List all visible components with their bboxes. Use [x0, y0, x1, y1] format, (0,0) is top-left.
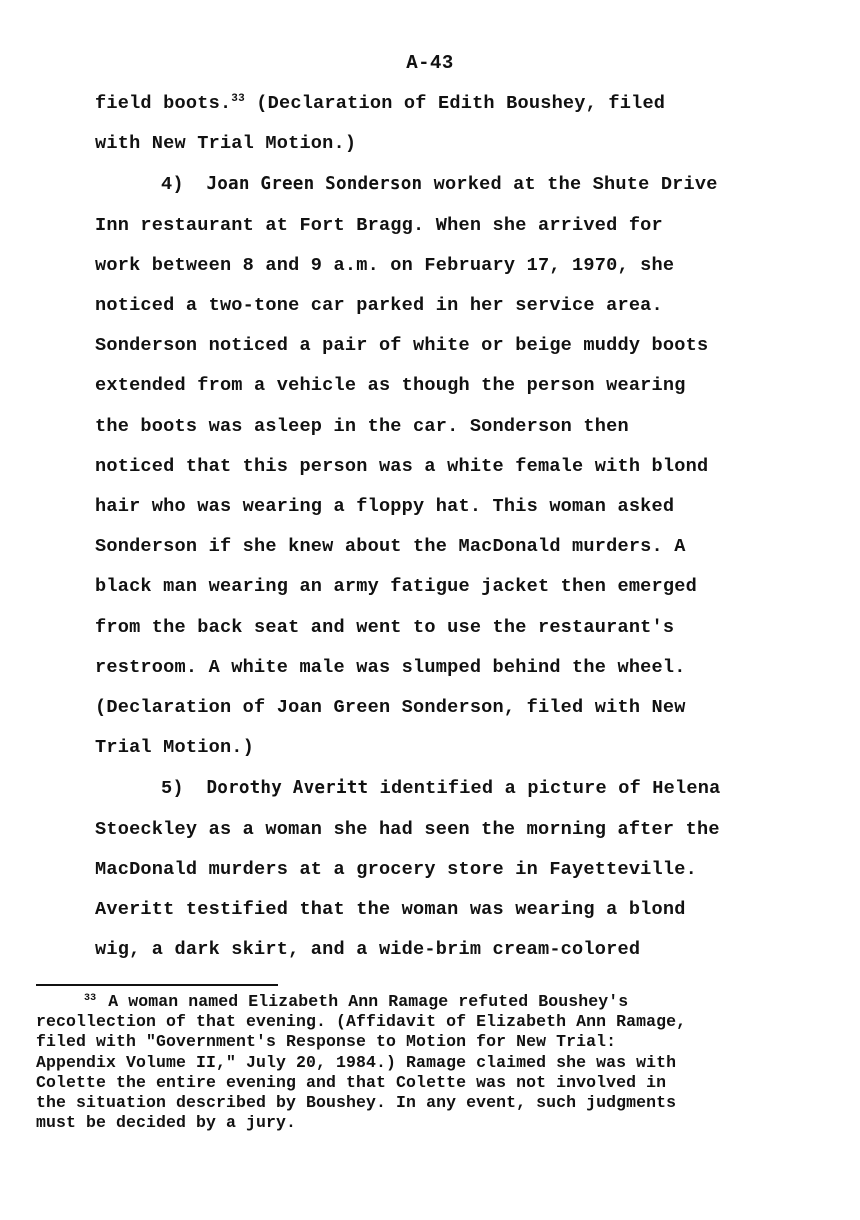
- footnote-line: Appendix Volume II," July 20, 1984.) Ramage claimed she was with: [36, 1052, 677, 1072]
- paragraph-number: 4): [161, 174, 184, 196]
- text-line: the boots was asleep in the car. Sonderson then: [95, 415, 629, 437]
- footnote-line: Colette the entire evening and that Colette was not involved in: [36, 1072, 667, 1092]
- paragraph-4: [95, 164, 795, 205]
- text-line: from the back seat and went to use the restaurant's: [95, 616, 675, 638]
- text-line: Sonderson if she knew about the MacDonald murders. A: [95, 536, 686, 558]
- paragraph-number: 5): [161, 778, 184, 800]
- text-line: hair who was wearing a floppy hat. This woman asked: [95, 496, 675, 518]
- text-line: (Declaration of Joan Green Sonderson, filed with New: [95, 697, 686, 719]
- paragraph-4-body: [95, 206, 795, 769]
- text-line: restroom. A white male was slumped behind the wheel.: [95, 656, 686, 678]
- footnote-marker: 33: [84, 993, 97, 1004]
- text-line: identified a picture of Helena: [368, 778, 721, 800]
- paragraph-5-body: [95, 810, 795, 971]
- text-line: Inn restaurant at Fort Bragg. When she arrived for: [95, 214, 663, 236]
- footnote-line: must be decided by a jury.: [36, 1113, 297, 1133]
- text-line: Trial Motion.): [95, 737, 255, 759]
- text-line: worked at the Shute Drive: [422, 174, 718, 196]
- paragraph-continued: [95, 84, 795, 164]
- footnote-divider: [36, 984, 278, 986]
- footnote-line: filed with "Government's Response to Motion for New Trial:: [36, 1032, 617, 1052]
- footnote-line: the situation described by Boushey. In any event, such judgments: [36, 1093, 677, 1113]
- footnote-reference[interactable]: 33: [231, 93, 245, 105]
- footnote-line: recollection of that evening. (Affidavit of Elizabeth Ann Ramage,: [36, 1012, 687, 1032]
- text-line: Sonderson noticed a pair of white or beige muddy boots: [95, 335, 709, 357]
- text-line: wig, a dark skirt, and a wide-brim cream-colored: [95, 939, 641, 961]
- text-line: work between 8 and 9 a.m. on February 17, 1970, she: [95, 254, 675, 276]
- text-line: (Declaration of Edith Boushey, filed: [244, 93, 666, 114]
- witness-name: Dorothy Averitt: [206, 778, 369, 799]
- text-line: noticed that this person was a white female with blond: [95, 455, 709, 477]
- paragraph-5: [95, 768, 795, 809]
- text-line: Averitt testified that the woman was wearing a blond: [95, 899, 686, 921]
- text-line: noticed a two-tone car parked in her service area.: [95, 295, 663, 317]
- text-line: Stoeckley as a woman she had seen the morning after the: [95, 818, 720, 840]
- page-number: A-43: [406, 52, 454, 74]
- text-line: extended from a vehicle as though the person wearing: [95, 375, 686, 397]
- text-line: field boots.: [95, 93, 232, 114]
- footnote-line: A woman named Elizabeth Ann Ramage refuted Boushey's: [108, 992, 629, 1011]
- footnote: [36, 992, 836, 1133]
- body-text: [95, 84, 795, 970]
- text-line: black man wearing an army fatigue jacket then emerged: [95, 576, 697, 598]
- text-line: with New Trial Motion.): [95, 133, 357, 155]
- witness-name: Joan Green Sonderson: [206, 174, 423, 195]
- text-line: MacDonald murders at a grocery store in Fayetteville.: [95, 858, 697, 880]
